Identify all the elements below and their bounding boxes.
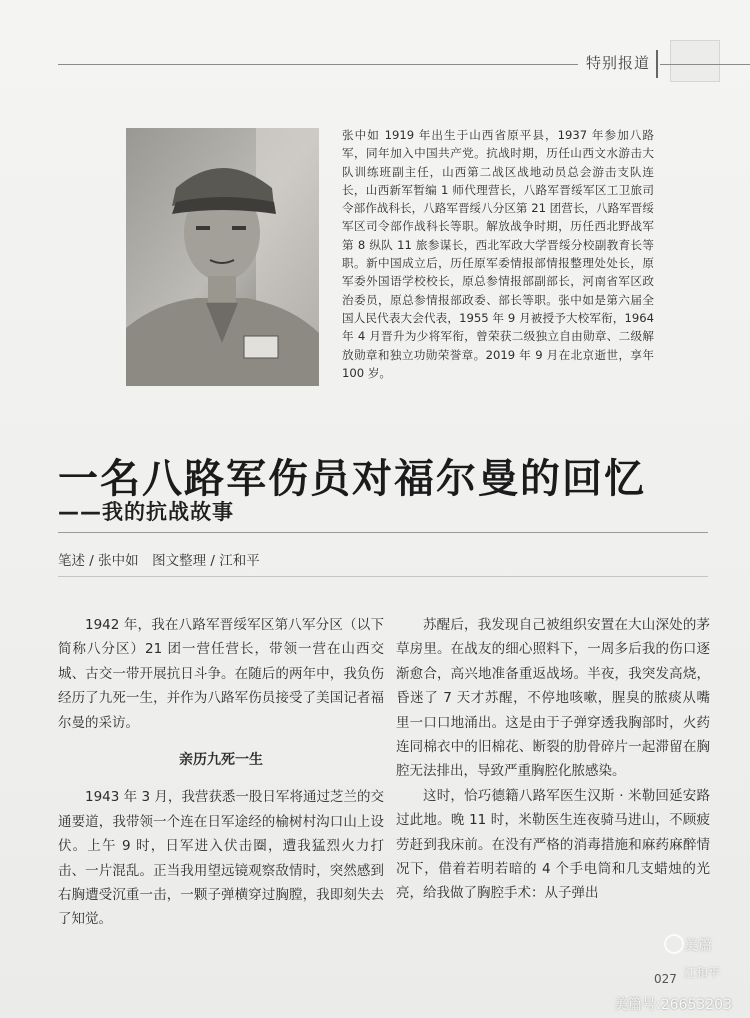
watermark-author: 江和平: [684, 966, 721, 980]
header-decoration-box: [670, 40, 720, 82]
watermark-id: 美篇号:26653203: [614, 997, 732, 1013]
header-rule: [58, 64, 578, 65]
paragraph: 苏醒后，我发现自己被组织安置在大山深处的茅草房里。在战友的细心照料下，一周多后我的伤口逐渐愈合，高兴地准备重返战场。半夜，我突发高烧，昏迷了 7 天才苏醒，不停地咳嗽，腥臭的脓痰从嘴里一口口地涌出。这是由于子弹穿透我胸部时，火药连同棉衣中的旧棉花、断裂的肋骨碎片一起滞留在胸腔无法排出，导致严重胸腔化脓感染。: [396, 617, 710, 780]
article-byline: 笔述 / 张中如 图文整理 / 江和平: [58, 553, 260, 569]
article-column-right: [396, 613, 710, 906]
paragraph: 1942 年，我在八路军晋绥军区第八军分区（以下简称八分区）21 团一营任营长，带领一营在山西交城、古交一带开展抗日斗争。在随后的两年中，我负伤经历了九死一生，并作为八路军伤员接受了美国记者福尔曼的采访。: [58, 617, 384, 731]
paragraph: 1943 年 3 月，我营获悉一股日军将通过芝兰的交通要道，我带领一个连在日军途经的榆树村沟口山上设伏。上午 9 时，日军进入伏击圈，遭我猛烈火力打击、一片混乱。正当我用望远镜观察敌情时，突然感到右胸遭受沉重一击，一颗子弹横穿过胸膛，我即刻失去了知觉。: [58, 789, 384, 928]
byline-rule-top: [58, 532, 708, 533]
page-number: 027: [654, 972, 677, 986]
article-column-left: [58, 613, 384, 932]
header-rule-right: [660, 64, 750, 65]
section-tag: 特别报道: [586, 54, 651, 72]
article-subtitle: ——我的抗战故事: [58, 500, 234, 524]
section-tag-divider: [656, 50, 658, 78]
meipian-logo-icon: [664, 934, 684, 954]
portrait-image: [126, 128, 319, 386]
author-bio: 张中如 1919 年出生于山西省原平县，1937 年参加八路军，同年加入中国共产党。抗战时期，历任山西文水游击大队训练班副主任，山西第二战区战地动员总会游击支队连长，山西新军暂编 1 师代理营长，八路军晋绥军区工卫旅司令部作战科长，八路军晋绥八分区第 21 团营长，八路军晋绥军区司令部作战科长等职。解放战争时期，历任西北野战军第 8 纵队 11 旅参谋长，西北军政大学晋绥分校副教育长等职。新中国成立后，历任原军委情报部情报整理处处长，原军委外国语学校校长，原总参情报部副部长，河南省军区政治委员，原总参情报部政委、部长等职。张中如是第六届全国人民代表大会代表，1955 年 9 月被授予大校军衔，1964 年 4 月晋升为少将军衔，曾荣获二级独立自由勋章、二级解放勋章和独立功勋荣誉章。2019 年 9 月在北京逝世，享年 100 岁。: [342, 128, 654, 380]
watermark-brand: 美篇: [684, 938, 712, 954]
paragraph: 这时，恰巧德籍八路军医生汉斯 · 米勒回延安路过此地。晚 11 时，米勒医生连夜骑马进山，不顾疲劳赶到我床前。在没有严格的消毒措施和麻药麻醉情况下，借着若明若暗的 4 个手电筒和几支蜡烛的光亮，给我做了胸腔手术：从子弹出: [396, 787, 710, 902]
section-subheading: 亲历九死一生: [179, 752, 263, 769]
byline-rule-bottom: [58, 576, 708, 577]
article-title: 一名八路军伤员对福尔曼的回忆: [58, 455, 646, 502]
portrait-photo: [126, 128, 319, 386]
